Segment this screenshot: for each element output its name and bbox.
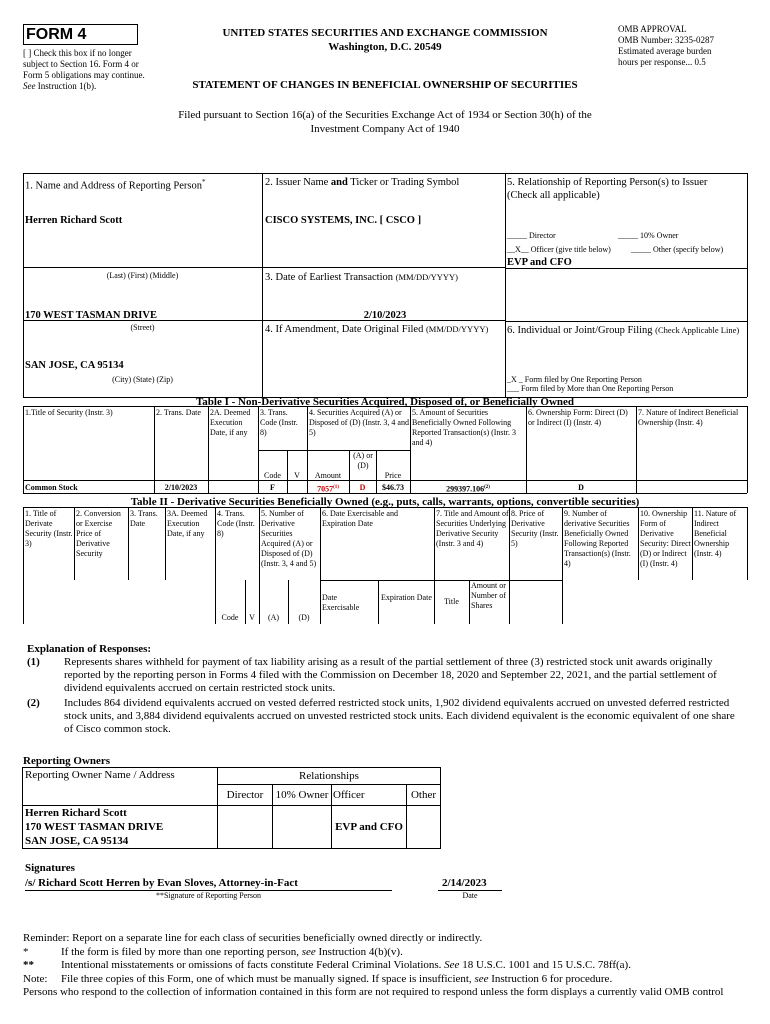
t2-sub-exercisable: Date Exercisable bbox=[322, 593, 360, 612]
earliest-transaction-date: 2/10/2023 bbox=[363, 310, 407, 321]
reporting-city: SAN JOSE, CA 95134 bbox=[25, 360, 124, 371]
owners-col-10pct: 10% Owner bbox=[273, 785, 332, 806]
relationship-other: _____ Other (specify below) bbox=[631, 245, 724, 254]
t1-row-security: Common Stock bbox=[25, 483, 78, 492]
t2-sub-a: (A) bbox=[267, 613, 280, 622]
t2-sub-code: Code bbox=[221, 613, 239, 622]
t1-row-date: 2/10/2023 bbox=[164, 483, 198, 492]
t1-sub-aord: (A) or (D) bbox=[353, 451, 373, 470]
signature-label: **Signature of Reporting Person bbox=[155, 891, 262, 900]
t1-row-price: $46.73 bbox=[382, 483, 404, 492]
reminder-line: Reminder: Report on a separate line for each class of securities beneficially owned directly or indirectly. bbox=[23, 932, 483, 944]
box3-label: 3. Date of Earliest Transaction (MM/DD/YYYY) bbox=[265, 272, 458, 283]
filing-one-person: _X _ Form filed by One Reporting Person bbox=[507, 375, 642, 384]
filing-more-persons: ___ Form filed by More than One Reporting Person bbox=[507, 384, 674, 393]
t1-row-owned: 299397.106$^{(2)}$ bbox=[446, 484, 490, 494]
omb-approval: OMB APPROVAL OMB Number: 3235-0287 Estimated average burden hours per response... 0.5 bbox=[618, 24, 714, 67]
table2-title: Table II - Derivative Securities Beneficially Owned (e.g., puts, calls, warrants, options, convertible securities) bbox=[130, 496, 640, 508]
t2-h3: 3. Trans. Date bbox=[130, 509, 158, 528]
t1-sub-code: Code bbox=[264, 471, 281, 480]
t2-sub-expiration: Expiration Date bbox=[381, 593, 432, 602]
signature-date-label: Date bbox=[462, 891, 478, 900]
t1-h4: 4. Securities Acquired (A) or Disposed of (D) (Instr. 3, 4 and 5) bbox=[309, 408, 409, 437]
owners-heading: Reporting Owners bbox=[23, 755, 111, 767]
statement-title: STATEMENT OF CHANGES IN BENEFICIAL OWNERSHIP OF SECURITIES bbox=[192, 79, 578, 91]
relationship-officer: __X__ Officer (give title below) bbox=[507, 245, 611, 254]
t1-row-code: F bbox=[270, 483, 275, 492]
owners-col-rel: Relationships bbox=[218, 768, 441, 785]
t1-h6: 6. Ownership Form: Direct (D) or Indirect (I) (Instr. 4) bbox=[528, 408, 628, 427]
explanation-item-2: (2) Includes 864 dividend equivalents accrued on vested deferred restricted stock units, 1,902 dividend equivalents accrued on unvested deferred restricted stock units, and 3,884 dividend equivalents accrued on unvested restricted stock units. Each dividend equivalent is the economic equivalent of one share of Cisco common stock. bbox=[27, 697, 735, 735]
form-title: FORM 4 bbox=[26, 26, 87, 43]
owners-col-name: Reporting Owner Name / Address bbox=[23, 768, 218, 806]
owners-col-officer: Officer bbox=[332, 785, 407, 806]
city-label: (City) (State) (Zip) bbox=[112, 375, 173, 384]
box4-label: 4. If Amendment, Date Original Filed (MM/DD/YYYY) bbox=[265, 324, 489, 335]
box1-label: 1. Name and Address of Reporting Person* bbox=[25, 178, 206, 192]
box6-label: 6. Individual or Joint/Group Filing (Check Applicable Line) bbox=[507, 325, 740, 336]
check-box-note: [ ] Check this box if no longer subject to Section 16. Form 4 or Form 5 obligations may continue. See Instruction 1(b). bbox=[23, 48, 145, 91]
t2-h9: 9. Number of derivative Securities Beneficially Owned Following Reported Transaction(s) (Instr. 4) bbox=[564, 509, 631, 568]
explanation-item-1: (1) Represents shares withheld for payment of tax liability arising as a result of the partial settlement of three (3) restricted stock unit awards originally reported by the reporting person in Forms 4 filed with the Commission on December 18, 2020 and September 22, 2021, and the partial settlement of dividend equivalents accrued on certain restricted stock units. bbox=[27, 656, 717, 694]
officer-title: EVP and CFO bbox=[507, 257, 572, 268]
owner-officer-cell: EVP and CFO bbox=[332, 806, 407, 849]
reminder-block bbox=[23, 932, 753, 1000]
t1-h2a: 2A. Deemed Execution Date, if any bbox=[210, 408, 251, 437]
t2-sub-v: V bbox=[249, 613, 255, 622]
owners-col-director: Director bbox=[218, 785, 273, 806]
name-order-label: (Last) (First) (Middle) bbox=[106, 271, 179, 280]
t2-sub-d: (D) bbox=[298, 613, 310, 622]
relationship-director: _____ Director bbox=[507, 231, 556, 240]
agency-city: Washington, D.C. 20549 bbox=[328, 41, 442, 53]
owner-10pct-cell bbox=[273, 806, 332, 849]
box5-label: 5. Relationship of Reporting Person(s) to Issuer (Check all applicable) bbox=[507, 177, 708, 201]
reminder-note: Note: File three copies of this Form, one of which must be manually signed. If space is insufficient, see Instruction 6 for procedure. bbox=[23, 972, 613, 985]
t2-h6: 6. Date Exercisable and Expiration Date bbox=[322, 509, 398, 528]
reporting-person-name: Herren Richard Scott bbox=[25, 215, 123, 226]
signatures-heading: Signatures bbox=[25, 862, 75, 874]
signature-date: 2/14/2023 bbox=[442, 877, 487, 889]
reporting-street: 170 WEST TASMAN DRIVE bbox=[25, 310, 157, 321]
owner-other-cell bbox=[407, 806, 441, 849]
t1-h5: 5. Amount of Securities Beneficially Owned Following Reported Transaction(s) (Instr. 3 and 4) bbox=[412, 408, 516, 447]
box2-label: 2. Issuer Name and Ticker or Trading Symbol bbox=[265, 177, 460, 188]
t2-h3a: 3A. Deemed Execution Date, if any bbox=[167, 509, 208, 538]
t1-sub-price: Price bbox=[384, 471, 402, 480]
issuer-name: CISCO SYSTEMS, INC. [ CSCO ] bbox=[265, 215, 422, 226]
t2-sub-amount: Amount or Number of Shares bbox=[471, 581, 506, 610]
signature-text: /s/ Richard Scott Herren by Evan Sloves, Attorney-in-Fact bbox=[25, 877, 298, 889]
t1-sub-v: V bbox=[294, 471, 300, 480]
t1-h7: 7. Nature of Indirect Beneficial Ownership (Instr. 4) bbox=[638, 408, 739, 427]
reporting-owners-table bbox=[22, 767, 441, 849]
t2-h8: 8. Price of Derivative Security (Instr. 5) bbox=[511, 509, 559, 548]
reminder-dstar: ** Intentional misstatements or omissions of facts constitute Federal Criminal Violations. See 18 U.S.C. 1001 and 15 U.S.C. 78ff(a). bbox=[23, 959, 631, 971]
t1-sub-amount: Amount bbox=[314, 471, 342, 480]
t2-h5: 5. Number of Derivative Securities Acquired (A) or Disposed of (D) (Instr. 3, 4 and 5) bbox=[261, 509, 317, 568]
t1-row-form: D bbox=[578, 483, 584, 492]
t2-h10: 10. Ownership Form of Derivative Security: Direct (D) or Indirect (I) (Instr. 4) bbox=[640, 509, 691, 568]
t2-h4: 4. Trans. Code (Instr. 8) bbox=[217, 509, 255, 538]
t1-h2: 2. Trans. Date bbox=[156, 408, 201, 417]
owner-name-address: Herren Richard Scott 170 WEST TASMAN DRIVE SAN JOSE, CA 95134 bbox=[23, 806, 218, 849]
t2-sub-title: Title bbox=[444, 597, 459, 606]
t2-h11: 11. Nature of Indirect Beneficial Ownership (Instr. 4) bbox=[694, 509, 737, 558]
t1-h3: 3. Trans. Code (Instr. 8) bbox=[260, 408, 298, 437]
reminder-persons: Persons who respond to the collection of information contained in this form are not required to respond unless the form displays a currently valid OMB control bbox=[23, 986, 724, 998]
t1-row-amount: 7057$^{(1)}$ bbox=[317, 484, 339, 494]
explanation-heading: Explanation of Responses: bbox=[27, 643, 152, 655]
street-label: (Street) bbox=[130, 323, 155, 332]
form-title-box bbox=[23, 24, 138, 45]
t2-h2: 2. Conversion or Exercise Price of Derivative Security bbox=[76, 509, 121, 558]
t1-h1: 1.Title of Security (Instr. 3) bbox=[25, 408, 113, 417]
agency-name: UNITED STATES SECURITIES AND EXCHANGE COMMISSION bbox=[222, 27, 548, 39]
t1-row-aord: D bbox=[359, 483, 366, 492]
relationship-10pct: _____ 10% Owner bbox=[618, 231, 679, 240]
t2-h7: 7. Title and Amount of Securities Underlying Derivative Security (Instr. 3 and 4) bbox=[436, 509, 509, 548]
table1-title: Table I - Non-Derivative Securities Acquired, Disposed of, or Beneficially Owned bbox=[195, 396, 575, 408]
owners-col-other: Other bbox=[407, 785, 441, 806]
reminder-star: * If the form is filed by more than one reporting person, see Instruction 4(b)(v). bbox=[23, 945, 403, 958]
t2-h1: 1. Title of Derivate Security (Instr. 3) bbox=[25, 509, 73, 548]
owner-director-cell bbox=[218, 806, 273, 849]
filed-pursuant: Filed pursuant to Section 16(a) of the Securities Exchange Act of 1934 or Section 30(h) of the Investment Company Act of 1940 bbox=[178, 109, 592, 135]
